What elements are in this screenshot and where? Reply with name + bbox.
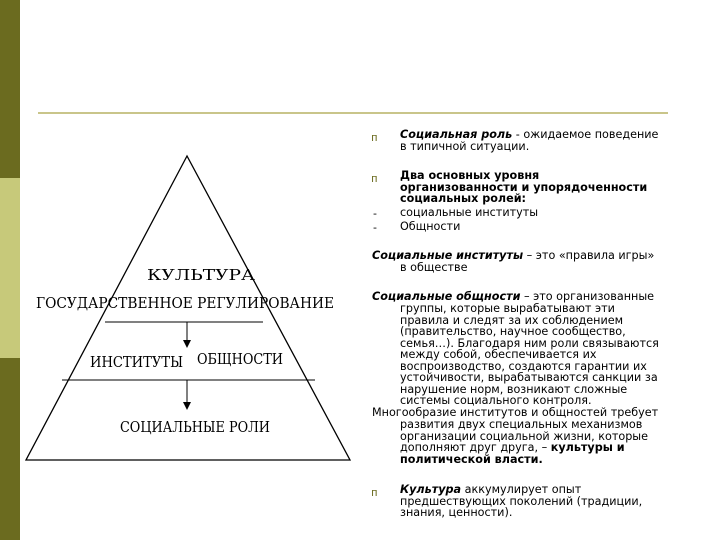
communities-line: нарушение норм, возникают сложные [400,382,628,396]
arrow-to-roles-head [183,402,191,410]
communities-continuation [400,303,659,407]
communities-line: – это организованные [520,290,655,303]
diversity-bold-power: политической власти. [400,452,543,466]
communities-line: устойчивости, вырабатываются санкции за [400,371,658,384]
institutes-paragraph [372,250,654,262]
label-culture: КУЛЬТУРА [147,268,256,284]
label-state-regulation: ГОСУДАРСТВЕННОЕ РЕГУЛИРОВАНИЕ [36,296,334,312]
role-term: Социальная роль [400,128,513,141]
communities-paragraph [372,291,654,303]
institutes-def-2: в обществе [400,261,468,274]
levels-2: организованности и упорядоченности [400,180,648,194]
label-communities: ОБЩНОСТИ [197,352,283,368]
communities-term: Социальные общности [372,290,521,303]
diversity-line: организации социальной жизни, которые [400,429,649,443]
diversity-line: Многообразие институтов и общностей требует [372,406,659,419]
communities-line: правила и следят за их соблюдением [400,313,624,327]
communities-line: семья…). Благодаря ним роли связываются [400,336,659,350]
role-def-2: в типичной ситуации. [400,139,530,153]
culture-paragraph [400,484,642,519]
culture-line: знания, ценности). [400,506,513,519]
role-paragraph [400,129,658,152]
arrow-to-institutes-head [183,340,191,348]
culture-line: аккумулирует опыт [461,483,582,496]
label-institutes: ИНСТИТУТЫ [90,355,183,371]
levels-3: социальных ролей: [400,192,527,205]
culture-term: Культура [400,483,462,496]
diversity-line: дополняют друг друга, – [400,441,551,454]
communities-line: (правительство, научное сообщество, [400,325,626,338]
levels-paragraph [400,170,647,205]
dash-marker: - [373,207,377,220]
role-def-1: - ожидаемое поведение [512,128,659,141]
institutes-def-1: – это «правила игры» [523,249,655,262]
bullet-marker: п [371,486,378,499]
communities-line: между собой, обеспечивается их [400,348,597,361]
dash-item-institutes: социальные институты [400,206,539,219]
diversity-continuation [400,419,648,465]
bullet-marker: п [371,131,378,144]
culture-line: предшествующих поколений (традиции, [400,494,643,508]
bullet-marker: п [371,172,378,185]
communities-line: воспроизводство, создаются гарантии их [400,359,647,373]
dash-item-communities: Общности [400,220,461,233]
diversity-line: развития двух специальных механизмов [400,418,643,431]
communities-line: системы социального контроля. [400,394,592,407]
dash-marker: - [373,221,377,234]
institutes-term: Социальные институты [372,249,524,262]
communities-line: группы, которые вырабатывают эти [400,302,615,315]
levels-1: Два основных уровня [400,169,540,182]
label-social-roles: СОЦИАЛЬНЫЕ РОЛИ [120,420,270,436]
diversity-bold-culture: культуры и [550,441,625,454]
